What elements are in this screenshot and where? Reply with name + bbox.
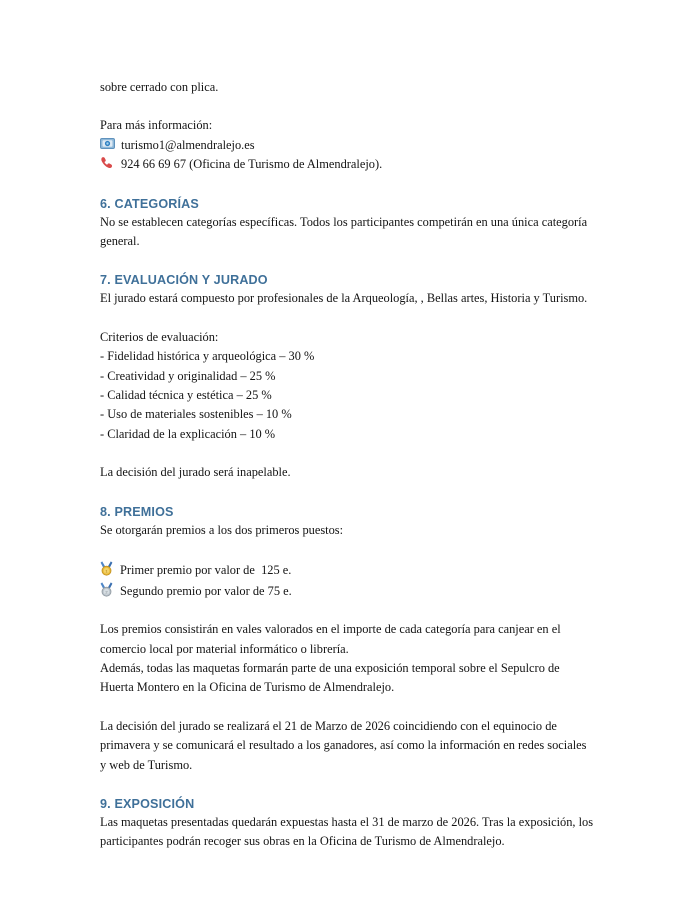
svg-text:1: 1 [105, 568, 108, 574]
email-icon [100, 137, 115, 150]
criteria-item: - Uso de materiales sostenibles – 10 % [100, 407, 292, 422]
criteria-item: - Fidelidad histórica y arqueológica – 30 % [100, 349, 315, 364]
more-info-label: Para más información: [100, 118, 213, 133]
section-9-paragraph: Las maquetas presentadas quedarán expuestas hasta el 31 de marzo de 2026. Tras la exposición, los participantes podrán recoger sus obras en la Oficina de Turismo de Almendralejo. [100, 814, 594, 849]
email-contact-line[interactable] [100, 136, 595, 155]
svg-text:2: 2 [105, 589, 108, 595]
heading-section-8: 8. PREMIOS [100, 504, 174, 519]
criteria-item: - Claridad de la explicación – 10 % [100, 426, 276, 441]
prize-first-text: Primer premio por valor de 125 e. [120, 563, 292, 578]
jury-decision-final: La decisión del jurado será inapelable. [100, 465, 291, 480]
heading-section-6: 6. CATEGORÍAS [100, 196, 199, 211]
phone-number[interactable]: 924 66 69 67 (Oficina de Turismo de Almendralejo). [121, 157, 383, 172]
prize-item-second [100, 580, 595, 601]
email-address[interactable]: turismo1@almendralejo.es [121, 137, 255, 152]
section-6-paragraph: No se establecen categorías específicas. Todos los participantes competirán en una única categoría general. [100, 214, 588, 249]
phone-contact-line[interactable] [100, 155, 595, 174]
criteria-item: - Calidad técnica y estética – 25 % [100, 388, 272, 403]
criteria-intro: Criterios de evaluación: [100, 329, 219, 344]
prize-item-first [100, 559, 595, 580]
document-body [100, 78, 595, 852]
heading-section-9: 9. EXPOSICIÓN [100, 796, 195, 811]
section-8-paragraph-decision-date: La decisión del jurado se realizará el 21 de Marzo de 2026 coincidiendo con el equinocio de primavera y se comunicará el resultado a los ganadores, así como la información en redes sociales y web de Turismo. [100, 718, 587, 772]
continuation-paragraph: sobre cerrado con plica. [100, 80, 219, 94]
criteria-list [100, 347, 595, 444]
criteria-item: - Creatividad y originalidad – 25 % [100, 368, 276, 383]
phone-icon [100, 156, 115, 169]
section-7-paragraph: El jurado estará compuesto por profesionales de la Arqueología, , Bellas artes, Historia y Turismo. [100, 291, 588, 306]
section-8-intro: Se otorgarán premios a los dos primeros puestos: [100, 522, 344, 537]
prize-second-text: Segundo premio por valor de 75 e. [120, 584, 292, 599]
gold-medal-icon [100, 561, 113, 576]
silver-medal-icon [100, 582, 113, 597]
heading-section-7: 7. EVALUACIÓN Y JURADO [100, 273, 268, 288]
section-8-paragraph-exhibition: Además, todas las maquetas formarán parte de una exposición temporal sobre el Sepulcro de Huerta Montero en la Oficina de Turismo de Almendralejo. [100, 660, 560, 695]
section-8-paragraph-vouchers: Los premios consistirán en vales valorados en el importe de cada categoría para canjear en el comercio local por material informático o librería. [100, 622, 561, 656]
